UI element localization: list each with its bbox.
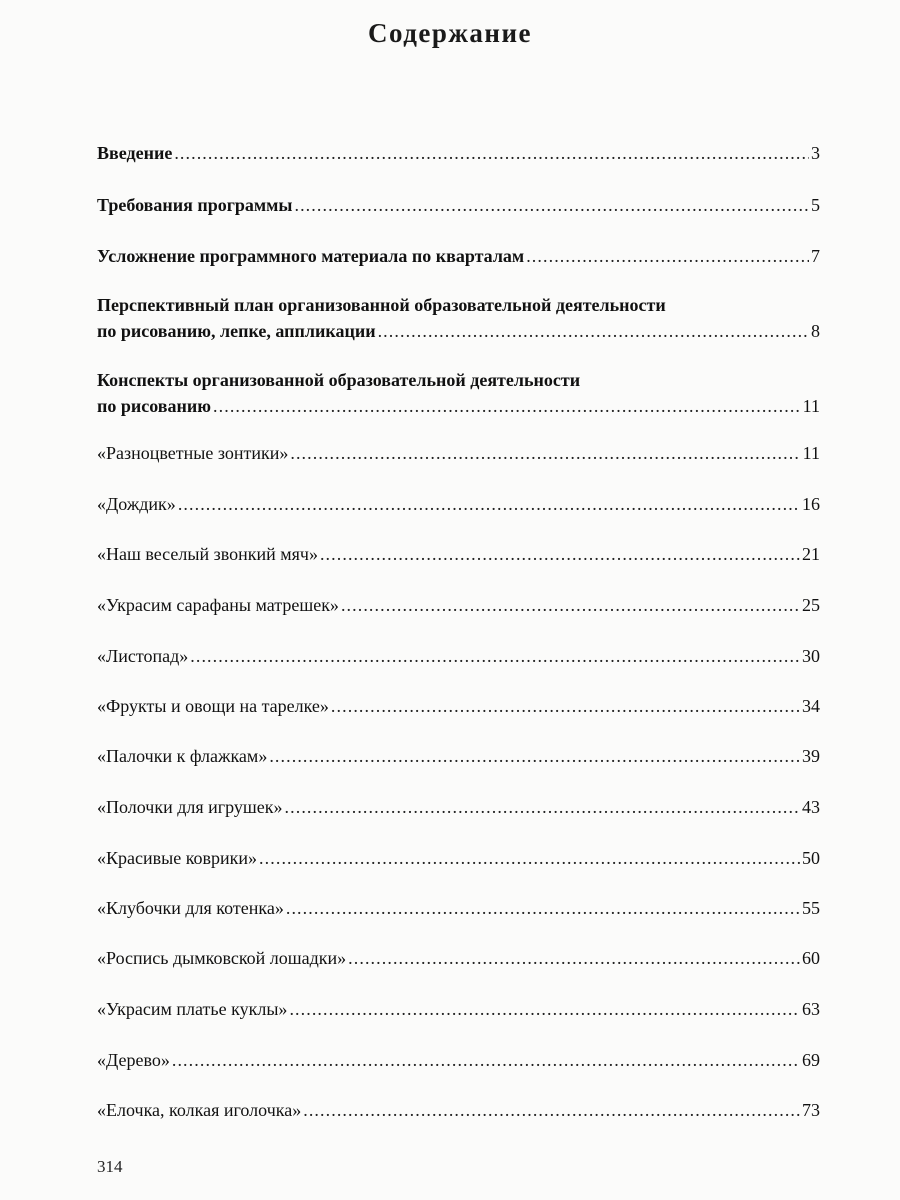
toc-entry-label: «Наш веселый звонкий мяч» <box>97 544 318 564</box>
toc-entry-label: «Дождик» <box>97 494 176 514</box>
dot-leader <box>331 693 800 719</box>
toc-entry-page: 55 <box>802 898 820 918</box>
toc-entry-label: «Красивые коврики» <box>97 848 258 868</box>
toc-entry-introduction <box>97 140 820 166</box>
dot-leader <box>190 643 800 669</box>
toc-entry-yarn-balls <box>97 895 820 921</box>
toc-entry-label: по рисованию <box>97 396 212 416</box>
toc-entry-sarafans <box>97 592 820 618</box>
dot-leader <box>286 895 800 921</box>
dot-leader <box>178 491 800 517</box>
toc-entry-page: 5 <box>811 195 820 215</box>
toc-entry-label: Введение <box>97 143 173 163</box>
toc-entry-page: 34 <box>802 696 820 716</box>
toc-entry-ball <box>97 541 820 567</box>
dot-leader <box>320 541 800 567</box>
dot-leader <box>285 794 800 820</box>
toc-entry-label-line1: Конспекты организованной образовательной деятельности <box>97 370 581 390</box>
dot-leader <box>348 945 800 971</box>
dot-leader <box>213 393 801 419</box>
page-title: Содержание <box>367 18 533 48</box>
dot-leader <box>341 592 800 618</box>
toc-entry-label-line1: Перспективный план организованной образовательной деятельности <box>97 295 666 315</box>
dot-leader <box>289 996 800 1022</box>
toc-entry-page: 73 <box>802 1100 820 1120</box>
toc-entry-page: 43 <box>802 797 820 817</box>
toc-entry-label: «Полочки для игрушек» <box>97 797 283 817</box>
toc-entry-page: 8 <box>811 321 820 341</box>
toc-entry-page: 3 <box>811 143 820 163</box>
toc-entry-page: 25 <box>802 595 820 615</box>
toc-entry-label: «Клубочки для котенка» <box>97 898 284 918</box>
toc-entry-perspective-plan <box>97 292 820 344</box>
toc-entry-lesson-notes <box>97 367 820 419</box>
toc-entry-label: «Дерево» <box>97 1050 170 1070</box>
toc-entry-leaf-fall <box>97 643 820 669</box>
toc-entry-umbrellas <box>97 440 820 466</box>
dot-leader <box>174 140 809 166</box>
toc-entry-rugs <box>97 845 820 871</box>
dot-leader <box>290 440 800 466</box>
toc-entry-page: 69 <box>802 1050 820 1070</box>
toc-entry-label: «Украсим платье куклы» <box>97 999 288 1019</box>
toc-entry-tree <box>97 1047 820 1073</box>
dot-leader <box>269 743 800 769</box>
toc-entry-fir-tree <box>97 1097 820 1123</box>
toc-entry-shelves <box>97 794 820 820</box>
toc-entry-dymkovo-horse <box>97 945 820 971</box>
toc-entry-page: 39 <box>802 746 820 766</box>
toc-entry-label: «Листопад» <box>97 646 189 666</box>
toc-entry-label: по рисованию, лепке, аппликации <box>97 321 376 341</box>
toc-entry-label: Требования программы <box>97 195 293 215</box>
table-of-contents <box>97 0 820 1200</box>
toc-entry-page: 16 <box>802 494 820 514</box>
toc-entry-label: «Фрукты и овощи на тарелке» <box>97 696 329 716</box>
toc-entry-program-requirements <box>97 192 820 218</box>
toc-entry-label: «Разноцветные зонтики» <box>97 443 289 463</box>
page-number: 314 <box>97 1157 123 1176</box>
dot-leader <box>172 1047 800 1073</box>
toc-entry-label: «Елочка, колкая иголочка» <box>97 1100 302 1120</box>
toc-entry-label: Усложнение программного материала по кварталам <box>97 246 525 266</box>
dot-leader <box>259 845 800 871</box>
toc-entry-label: «Украсим сарафаны матрешек» <box>97 595 339 615</box>
dot-leader <box>378 318 809 344</box>
toc-entry-label: «Палочки к флажкам» <box>97 746 268 766</box>
toc-entry-page: 63 <box>802 999 820 1019</box>
toc-entry-rain <box>97 491 820 517</box>
toc-entry-doll-dress <box>97 996 820 1022</box>
toc-entry-page: 21 <box>802 544 820 564</box>
toc-entry-page: 7 <box>811 246 820 266</box>
dot-leader <box>526 243 809 269</box>
toc-entry-page: 11 <box>802 443 820 463</box>
toc-entry-page: 11 <box>802 396 820 416</box>
toc-entry-page: 60 <box>802 948 820 968</box>
dot-leader <box>294 192 809 218</box>
toc-entry-page: 30 <box>802 646 820 666</box>
toc-entry-complication <box>97 243 820 269</box>
toc-entry-fruits <box>97 693 820 719</box>
toc-entry-page: 50 <box>802 848 820 868</box>
toc-entry-sticks <box>97 743 820 769</box>
dot-leader <box>303 1097 800 1123</box>
toc-entry-label: «Роспись дымковской лошадки» <box>97 948 347 968</box>
